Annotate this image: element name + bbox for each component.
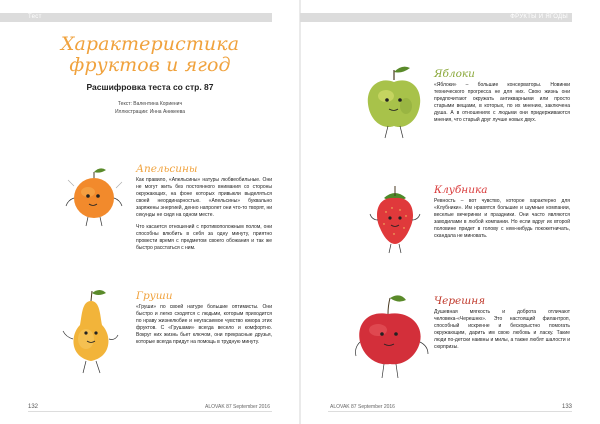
- title-line-1: Характеристика: [60, 33, 240, 55]
- apples-heading: Яблоки: [434, 68, 475, 80]
- section-bar: [0, 13, 272, 22]
- oranges-paragraph-2: Что касается отношений с противоположным полом, они способны влюбить в себя за одну минуту, приятно провести время с предметом своего обожания и так же быстро расстаться с ним.: [136, 224, 272, 251]
- pears-paragraph-1: «Груши» по своей натуре большие оптимисты. Они быстро и легко сходятся с людьми, которым приходится по нраву жизнелюбие и неугасаемое чувство юмора этих фруктов. С «Грушами» всегда весело и комфортно. Вокруг них жизнь бьет ключом, они прекрасные друзья, которые всегда придут на помощь в трудную минуту.: [136, 304, 272, 345]
- pears-heading: Груши: [136, 290, 173, 302]
- strawberry-paragraph-1: Ревность – вот чувство, которое характерно для «Клубники». Им нравятся большие и шумные компании, веселые вечеринки и праздники. Они часто являются заводилами в любой компании. Но если вдруг их второй половине придет в голову с кем-нибудь пококетничать, скандала не миновать.: [434, 198, 570, 239]
- apple-illustration: [358, 62, 430, 142]
- cherry-illustration: [350, 292, 434, 384]
- cherry-paragraph-1: Душевная мягкость и доброта отличают человека-«Черешню». Это настоящий филантроп, способный искренне и бескорыстно помогать окружающим, дарить им свою любовь и ласку. Такие люди по-детски наивны и милы, а также любят шалости и сюрпризы.: [434, 309, 570, 350]
- cherry-body: [434, 309, 570, 356]
- credits: [28, 101, 272, 116]
- strawberry-body: [434, 198, 570, 245]
- credit-text: Текст: Валентина Кориенич: [117, 101, 183, 107]
- section-label: ФРУКТЫ И ЯГОДЫ: [510, 14, 568, 20]
- page-number: 132: [28, 404, 39, 410]
- credit-illustrations: Иллюстрации: Инна Аникеева: [114, 108, 186, 115]
- pear-illustration: [56, 285, 126, 380]
- title-line-2: фруктов и ягод: [69, 54, 231, 76]
- oranges-heading: Апельсины: [136, 163, 198, 175]
- magazine-footer: ALOVAK 87 September 2016: [330, 404, 395, 410]
- magazine-footer: ALOVAK 87 September 2016: [205, 404, 270, 410]
- strawberry-heading: Клубника: [434, 184, 488, 196]
- orange-illustration: [60, 160, 130, 230]
- page-title: [28, 34, 272, 76]
- strawberry-illustration: [364, 180, 426, 256]
- oranges-paragraph-1: Как правило, «Апельсины» натуры любвеобильные. Они не могут жить без постоянного внимания со стороны окружающих, на фоне которых привыкли выделяться своей неординарностью. «Апельсины» буквально заряжены энергией, денно напролет они что-то творят, ни секунды не сидя на одном месте.: [136, 177, 272, 218]
- pears-body: [136, 304, 272, 351]
- section-bar: [300, 13, 572, 22]
- footer-divider: [28, 411, 272, 412]
- section-label: Тест: [28, 14, 42, 20]
- page-number: 133: [561, 404, 572, 410]
- page-subtitle: Расшифровка теста со стр. 87: [86, 82, 214, 92]
- footer-divider: [328, 411, 572, 412]
- cherry-heading: Черешня: [434, 295, 486, 307]
- apples-paragraph-1: «Яблоки» – большие консерваторы. Новинки технического прогресса не для них. Свою жизнь они предпочитают окружать антикварными или просто старыми вещами, в которых, по их мнению, заключена душа. А в отношениях с людьми они придерживаются мнения, что старый друг лучше новых двух.: [434, 82, 570, 123]
- right-page: [300, 0, 600, 424]
- oranges-body: [136, 177, 272, 257]
- apples-body: [434, 82, 570, 129]
